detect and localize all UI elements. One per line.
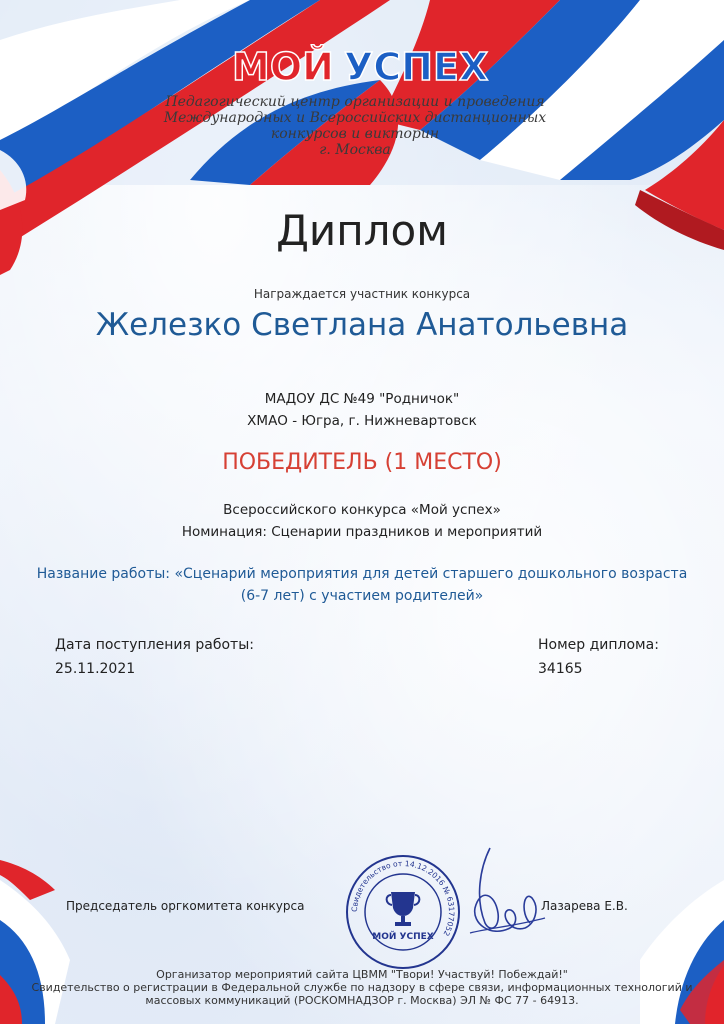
- work-title: [20, 563, 704, 607]
- moi-uspeh-logo: [232, 44, 494, 90]
- logo-word-uspeh: УСПЕХ: [344, 45, 489, 89]
- organizer-block: [150, 94, 560, 158]
- work-title-line: (6-7 лет) с участием родителей»: [240, 588, 484, 604]
- organizer-line: конкурсов и викторин: [270, 126, 440, 142]
- diploma-title: Диплом: [276, 206, 448, 255]
- diploma-number-value: 34165: [538, 661, 583, 677]
- submission-date-value: 25.11.2021: [55, 661, 136, 677]
- submission-date-label: Дата поступления работы:: [55, 637, 254, 653]
- footer-line: массовых коммуникаций (РОСКОМНАДЗОР г. Москва) ЭЛ № ФС 77 - 64913.: [145, 994, 579, 1007]
- trophy-icon: [387, 892, 420, 926]
- institution-name: МАДОУ ДС №49 "Родничок": [264, 391, 460, 407]
- official-seal: [343, 852, 463, 972]
- logo-word-moi: МОЙ: [232, 45, 334, 89]
- submission-date-block: [55, 633, 254, 681]
- organizer-city: г. Москва: [319, 142, 391, 158]
- work-title-line: Название работы: «Сценарий мероприятия для детей старшего дошкольного возраста: [36, 566, 688, 582]
- nomination: Номинация: Сценарии праздников и мероприятий: [181, 524, 543, 540]
- handwritten-signature: [460, 838, 550, 948]
- chairman-label: Председатель оргкомитета конкурса: [66, 899, 305, 913]
- institution-block: [0, 388, 724, 432]
- awarded-text: Награждается участник конкурса: [253, 287, 471, 301]
- footer-line: Организатор мероприятий сайта ЦВММ "Твори! Участвуй! Побеждай!": [156, 968, 568, 981]
- signer-name: Лазарева Е.В.: [541, 899, 628, 913]
- diploma-number-label: Номер диплома:: [538, 637, 659, 653]
- diploma-number-block: [538, 633, 659, 681]
- seal-ring-text: Свидетельство от 14.12.2016 № 63177052: [349, 858, 457, 938]
- seal-center-text: МОЙ УСПЕХ: [372, 932, 434, 942]
- contest-block: [0, 499, 724, 543]
- place-award: ПОБЕДИТЕЛЬ (1 МЕСТО): [222, 450, 502, 475]
- organizer-line: Педагогический центр организации и проведения: [165, 94, 545, 110]
- recipient-name: Железко Светлана Анатольевна: [95, 307, 629, 343]
- footer-legal: [30, 968, 694, 1007]
- footer-line: Свидетельство о регистрации в Федеральной службе по надзору в сфере связи, информационных технологий и: [31, 981, 693, 994]
- contest-name: Всероссийского конкурса «Мой успех»: [223, 502, 501, 518]
- institution-location: ХМАО - Югра, г. Нижневартовск: [247, 413, 477, 429]
- organizer-line: Международных и Всероссийских дистанционных: [163, 110, 547, 126]
